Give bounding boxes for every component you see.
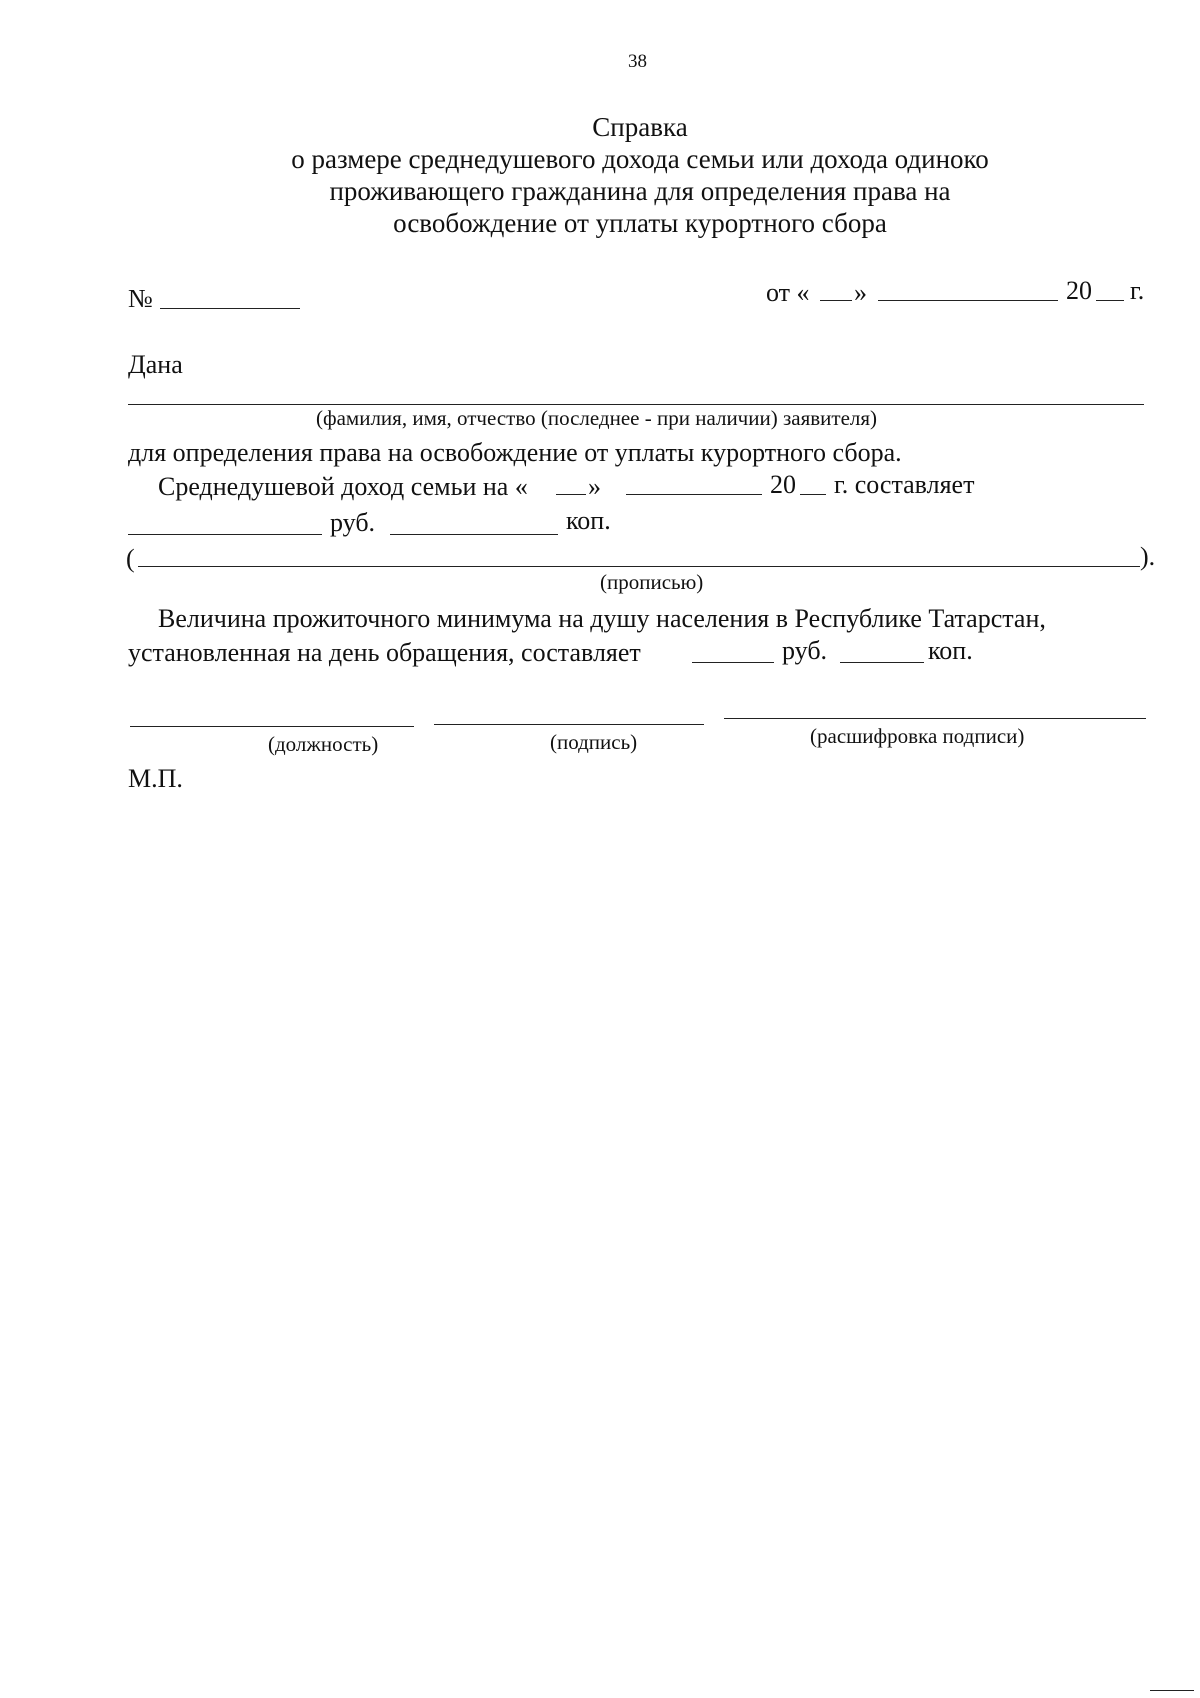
page-number: 38 <box>628 51 647 72</box>
purpose-text: для определения права на освобождение от уплаты курортного сбора. <box>128 438 902 467</box>
document-subtitle-line-1: о размере среднедушевого дохода семьи или дохода одиноко <box>291 144 989 174</box>
minimum-kop-line <box>840 662 924 663</box>
applicant-name-caption: (фамилия, имя, отчество (последнее - при наличии) заявителя) <box>316 406 878 430</box>
income-kop-line <box>390 534 558 535</box>
scan-edge-mark <box>1150 1690 1194 1691</box>
position-line <box>130 726 414 727</box>
income-rub-line <box>128 534 322 535</box>
income-quote-close: » <box>588 472 601 501</box>
income-day-line <box>556 494 586 495</box>
number-sign: № <box>128 284 153 313</box>
minimum-rub-line <box>692 662 774 663</box>
income-prefix: Среднедушевой доход семьи на « <box>158 472 528 501</box>
number-field-line <box>160 308 300 309</box>
date-month-line <box>878 300 1058 301</box>
issued-label: Дана <box>128 350 183 379</box>
income-in-words-caption: (прописью) <box>600 570 704 594</box>
date-quote-close: » <box>854 278 867 307</box>
income-in-words-line <box>138 566 1140 567</box>
income-words-paren-close: ). <box>1140 542 1156 571</box>
document-subtitle-line-2: проживающего гражданина для определения права на <box>329 176 951 206</box>
income-words-paren-open: ( <box>126 544 135 573</box>
applicant-name-line <box>128 404 1144 405</box>
minimum-line-2: установленная на день обращения, составляет <box>128 638 641 667</box>
income-rub-label: руб. <box>330 508 376 537</box>
signature-decoding-line <box>724 718 1146 719</box>
income-year-prefix: 20 <box>770 470 796 499</box>
date-year-suffix: г. <box>1130 276 1145 305</box>
income-suffix: г. составляет <box>834 470 975 499</box>
signature-line <box>434 724 704 725</box>
document-subtitle-line-3: освобождение от уплаты курортного сбора <box>393 208 887 238</box>
date-year-prefix: 20 <box>1066 276 1092 305</box>
income-kop-label: коп. <box>566 506 611 535</box>
date-day-line <box>820 300 852 301</box>
minimum-kop-label: коп. <box>928 636 973 665</box>
date-prefix: от « <box>766 278 810 307</box>
minimum-rub-label: руб. <box>782 636 828 665</box>
income-month-line <box>626 494 762 495</box>
date-year-line <box>1096 300 1124 301</box>
minimum-line-1: Величина прожиточного минимума на душу населения в Республике Татарстан, <box>158 604 1046 633</box>
stamp-place: М.П. <box>128 764 183 793</box>
income-year-line <box>800 494 826 495</box>
document-title: Справка <box>592 112 688 142</box>
signature-decoding-caption: (расшифровка подписи) <box>810 724 1025 748</box>
signature-caption: (подпись) <box>550 730 638 754</box>
position-caption: (должность) <box>268 732 379 756</box>
